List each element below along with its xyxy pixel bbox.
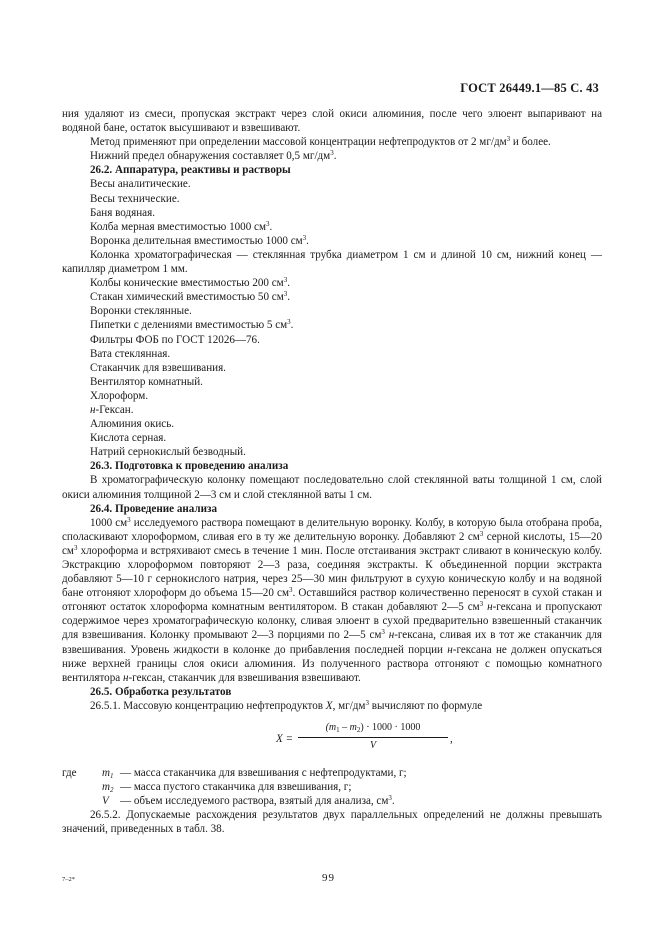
page-header: ГОСТ 26449.1—85 С. 43 <box>460 81 599 95</box>
equipment-item: Хлороформ. <box>90 389 149 402</box>
paragraph-detection-limit: Нижний предел обнаружения составляет 0,5 $мг/дм^3$. <box>90 149 337 163</box>
equipment-item: Натрий сернокислый безводный. <box>90 446 246 459</box>
body-text <box>62 107 602 837</box>
section-heading-26-5: 26.5. Обработка результатов <box>90 685 232 698</box>
paragraph-procedure: 1000 $см^3$ исследуемого раствора помещают в делительную воронку. Колбу, в которую была отобрана проба, споласкивают хлороформом, сливая его в ту же делительную воронку. Добавляют 2 $см^3$ серной кислоты, 15—20 $см^3$ хлороформа и встряхивают смесь в течение 1 мин. После отстаивания экстракт сливают в коническую колбу. Экстракцию хлороформом повторяют 2—3 раза, соединяя экстракты. К объединенной порции экстракта добавляют 5—10 г сернокислого натрия, через 25—30 мин фильтруют в сухую коническую колбу и на водяной бане отгоняют хлороформ до объема 15—20 $см^3$. Оставшийся раствор количественно переносят в сухой стакан и отгоняют остаток хлороформа комнатным вентилятором. В стакан добавляют 2—5 $см^3$ н-гексана и пропускают содержимое через хроматографическую колонку, сливая элюент в сухой предварительно взвешенный стаканчик для взвешивания. Колонку промывают 2—3 порциями по 2—5 $см^3$ н-гексана, сливая их в тот же стаканчик для взвешивания. Уровень жидкости в колонке до прибавления последней порции н-гексана не должен опускаться ниже верхней границы слоя окиси алюминия. Из полученного раствора отгоняют с помощью комнатного вентилятора н-гексан, стаканчик для взвешивания взвешивают. <box>62 515 602 684</box>
equipment-item: Пипетки с делениями вместимостью 5 $см^3$. <box>90 318 294 332</box>
definition-m2: $m_2$ — масса пустого стаканчика для взвешивания, г; <box>102 781 352 795</box>
paragraph-26-5-2: 26.5.2. Допускаемые расхождения результатов двух параллельных определений не должны превышать значений, приведенных в табл. 38. <box>62 809 602 836</box>
paragraph-method-scope: Метод применяют при определении массовой концентрации нефтепродуктов от 2 $мг/дм^3$ и более. <box>90 135 551 149</box>
definition-m1: где $m_1$ — масса стаканчика для взвешивания с нефтепродуктами, г; <box>62 767 407 781</box>
definition-v: V — объем исследуемого раствора, взятый для анализа, $см^3$. <box>102 794 395 808</box>
variable-definitions <box>62 766 602 808</box>
equipment-item: Кислота серная. <box>90 432 167 445</box>
equipment-item: Весы технические. <box>90 192 180 205</box>
section-heading-26-3: 26.3. Подготовка к проведению анализа <box>90 460 289 473</box>
equipment-item: Фильтры ФОБ по ГОСТ 12026—76. <box>90 333 260 346</box>
equipment-item: Воронки стеклянные. <box>90 305 192 318</box>
section-heading-26-2: 26.2. Аппаратура, реактивы и растворы <box>90 164 291 177</box>
section-heading-26-4: 26.4. Проведение анализа <box>90 502 218 515</box>
concentration-formula <box>62 716 602 762</box>
paragraph-preparation: В хроматографическую колонку помещают последовательно слой стеклянной ваты толщиной 1 см, слой окиси алюминия толщиной 2—3 см и слой стеклянной ваты 1 см. <box>62 474 602 501</box>
equipment-item: Вата стеклянная. <box>90 347 171 360</box>
equipment-item: Вентилятор комнатный. <box>90 375 203 388</box>
equipment-item: Воронка делительная вместимостью 1000 $см^3$. <box>90 233 309 247</box>
paragraph-26-5-1: 26.5.1. Массовую концентрацию нефтепродуктов X, $мг/дм^3$ вычисляют по формуле <box>90 698 483 712</box>
formula-numerator: $(m_1 - m_2) \cdot 1000 \cdot 1000$ <box>298 721 448 738</box>
equipment-item: Стаканчик для взвешивания. <box>90 361 226 374</box>
equipment-item: Весы аналитические. <box>90 178 191 191</box>
formula-fraction <box>298 721 448 753</box>
equipment-item: Алюминия окись. <box>90 418 175 431</box>
equipment-item: Стакан химический вместимостью 50 $см^3$. <box>90 290 291 304</box>
footer-code: 7–2* <box>62 876 75 883</box>
equipment-item: Колба мерная вместимостью 1000 $см^3$. <box>90 219 273 233</box>
equipment-item: Баня водяная. <box>90 206 155 219</box>
equipment-item: н-Гексан. <box>90 403 134 416</box>
formula-lhs: X = <box>276 733 294 746</box>
formula-comma: , <box>450 733 453 746</box>
formula-denominator: V <box>369 740 377 752</box>
equipment-item: Колбы конические вместимостью 200 $см^3$. <box>90 276 290 290</box>
equipment-item: Колонка хроматографическая — стеклянная трубка диаметром 1 см и длиной 10 см, нижний конец — капилляр диаметром 1 мм. <box>62 248 602 276</box>
paragraph-continuation: ния удаляют из смеси, пропуская экстракт через слой окиси алюминия, после чего элюент выпаривают на водяной бане, остаток высушивают и взвешивают. <box>62 108 602 135</box>
page-number: 99 <box>322 872 335 884</box>
